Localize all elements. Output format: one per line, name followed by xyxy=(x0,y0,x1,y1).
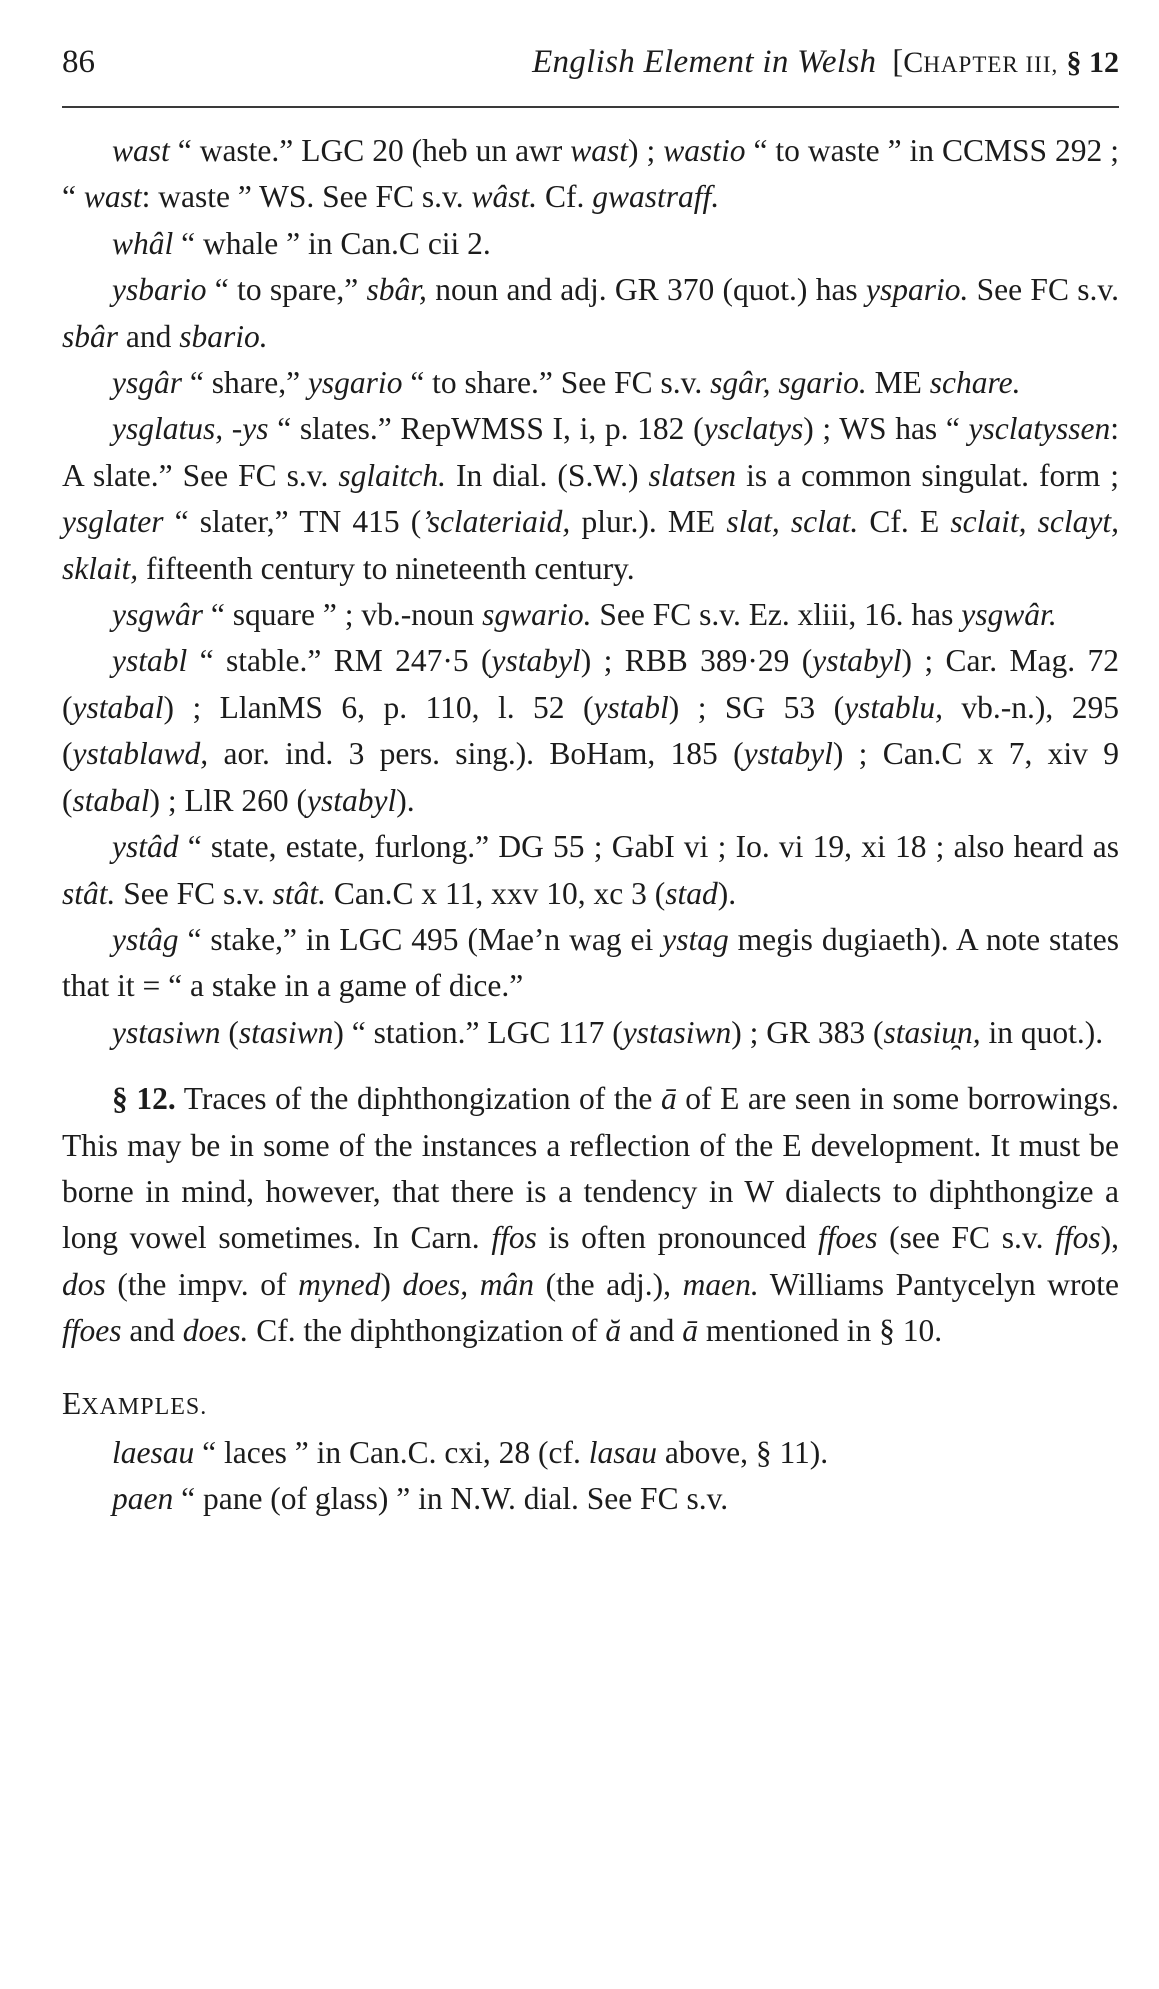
text-run: ). xyxy=(717,875,737,911)
chapter-label: HAPTER III, xyxy=(923,52,1059,77)
entry-ysbario xyxy=(62,267,1119,360)
header-rule xyxy=(62,106,1119,108)
text-run: “ whale ” in Can.C cii 2. xyxy=(173,225,491,261)
text-run: : A slate.” See FC s.v. xyxy=(62,411,1119,493)
italic-term: ystabl xyxy=(112,643,188,679)
italic-term: stât. xyxy=(62,875,116,911)
italic-term: sglaitch. xyxy=(338,457,447,493)
italic-term: stasiu̯n, xyxy=(883,1014,981,1050)
italic-term: schare. xyxy=(929,365,1021,401)
text-run: Cf. xyxy=(537,179,593,215)
italic-term: myned xyxy=(298,1266,381,1302)
entry-whal xyxy=(62,221,1119,267)
text-run: ) ; SG 53 ( xyxy=(668,689,845,725)
text-run: “ state, estate, furlong.” DG 55 ; GabI vi ; Io. vi 19, xi 18 ; also heard as xyxy=(178,829,1119,865)
italic-term: does. xyxy=(182,1313,249,1349)
italic-term: ffos xyxy=(1055,1220,1101,1256)
text-run: ) “ station.” LGC 117 ( xyxy=(333,1014,623,1050)
italic-term: ystablu, xyxy=(844,689,943,725)
text-run: fifteenth century to nineteenth century. xyxy=(138,550,635,586)
examples-heading-cap: E xyxy=(62,1385,82,1421)
italic-term: laesau xyxy=(112,1434,195,1470)
italic-term: ysgario xyxy=(307,365,403,401)
italic-term: ystabal xyxy=(72,689,164,725)
text-run: is often pronounced xyxy=(536,1220,818,1256)
text-run: plur.). ME xyxy=(570,504,727,540)
page-body xyxy=(62,128,1119,1523)
text-run: ) ; LlanMS 6, p. 110, l. 52 ( xyxy=(163,689,594,725)
text-run: ). xyxy=(396,782,415,818)
running-title: English Element in Welsh xyxy=(532,44,877,80)
text-run: ) ; Car. Mag. 72 ( xyxy=(62,643,1119,725)
italic-term: sbâr, xyxy=(366,272,427,308)
text-run: ), xyxy=(1100,1220,1120,1256)
italic-term: ystabyl xyxy=(491,643,581,679)
text-run: “ pane (of glass) ” in N.W. dial. See FC s.v. xyxy=(173,1481,729,1517)
italic-term: sbario. xyxy=(179,318,268,354)
italic-term: wastio xyxy=(663,133,746,168)
text-run: aor. ind. 3 pers. sing.). BoHam, 185 ( xyxy=(208,736,744,772)
italic-term: sclait, sclayt, sklait, xyxy=(62,504,1119,586)
text-run: “ to share.” See FC s.v. xyxy=(402,365,711,401)
italic-term: lasau xyxy=(588,1434,658,1470)
text-run: “ square ” ; vb.-noun xyxy=(203,597,483,633)
italic-term: ă xyxy=(605,1313,622,1349)
italic-term: paen xyxy=(112,1481,174,1517)
text-run: in quot.). xyxy=(980,1014,1104,1050)
text-run: : waste ” WS. See FC s.v. xyxy=(141,179,472,215)
italic-term: ysgwâr xyxy=(112,597,204,633)
text-run: noun and adj. GR 370 (quot.) has xyxy=(426,272,866,308)
examples-heading-rest: XAMPLES. xyxy=(81,1393,208,1420)
section-12-label: § 12. xyxy=(112,1081,176,1117)
italic-term: ystasiwn xyxy=(112,1014,221,1050)
text-run: ) xyxy=(380,1266,403,1302)
italic-term: ’sclateriaid, xyxy=(421,504,571,540)
italic-term: ystasiwn xyxy=(622,1014,732,1050)
italic-term: ā xyxy=(682,1313,699,1349)
entry-ysgwar xyxy=(62,592,1119,638)
text-run: See FC s.v. xyxy=(115,875,273,911)
text-run: See FC s.v. Ez. xliii, 16. has xyxy=(591,597,962,633)
text-run: “ waste.” LGC 20 (heb un awr xyxy=(169,133,571,168)
italic-term: ffoes xyxy=(817,1220,878,1256)
italic-term: maen. xyxy=(682,1266,759,1302)
italic-term: stabal xyxy=(72,782,150,818)
chapter-bracket: [ xyxy=(892,44,904,80)
text-run: is a common singulat. form ; xyxy=(736,457,1119,493)
italic-term: sgâr, sgario. xyxy=(710,365,867,401)
text-run: ME xyxy=(866,365,930,401)
section-mark: § 12 xyxy=(1066,46,1119,79)
chapter-cap: C xyxy=(903,46,924,79)
text-run: ) ; xyxy=(628,133,664,168)
text-run: megis dugiaeth). A note states that it = “ a stake in a game of dice.” xyxy=(62,921,1119,1004)
text-run: Traces of the diphthongization of the xyxy=(175,1081,661,1117)
text-run: (the impv. of xyxy=(105,1266,299,1302)
example-laesau xyxy=(62,1430,1119,1476)
text-run: “ to waste ” in CCMSS 292 ; “ xyxy=(62,133,1119,215)
text-run: above, § 11). xyxy=(657,1434,829,1470)
text-run: Cf. the diphthongization of xyxy=(248,1313,606,1349)
italic-term: ystabyl xyxy=(812,643,902,679)
examples-heading xyxy=(62,1381,1119,1430)
text-run: ) ; WS has “ xyxy=(803,411,969,447)
text-run: Cf. E xyxy=(858,504,951,540)
text-run: ( xyxy=(220,1014,239,1050)
italic-term: ysbario xyxy=(112,272,207,308)
italic-term: ysglater xyxy=(62,504,164,540)
italic-term: ystâd xyxy=(112,829,179,865)
italic-term: whâl xyxy=(112,225,174,261)
italic-term: slat, sclat. xyxy=(726,504,859,540)
italic-term: does, mân xyxy=(402,1266,534,1302)
italic-term: wâst. xyxy=(471,179,538,215)
text-run: “ to spare,” xyxy=(206,272,367,308)
italic-term: wast xyxy=(83,179,142,215)
entry-ysgar xyxy=(62,360,1119,406)
text-run: mentioned in § 10. xyxy=(698,1313,943,1349)
italic-term: ystabyl xyxy=(743,736,833,772)
text-run: Can.C x 11, xxv 10, xc 3 ( xyxy=(326,875,666,911)
italic-term: wast xyxy=(570,133,629,168)
text-run: In dial. (S.W.) xyxy=(446,457,649,493)
italic-term: ysglatus, -ys xyxy=(112,411,269,447)
italic-term: gwastraff. xyxy=(592,179,720,215)
text-run: “ slater,” TN 415 ( xyxy=(163,504,422,540)
italic-term: ysgâr xyxy=(112,365,182,401)
text-run: See FC s.v. xyxy=(968,272,1119,308)
italic-term: stasiwn xyxy=(238,1014,334,1050)
italic-term: ystabyl xyxy=(307,782,397,818)
running-header xyxy=(62,38,1119,88)
text-run: ) ; RBB 389·29 ( xyxy=(580,643,813,679)
text-run: “ stake,” in LGC 495 (Mae’n wag ei xyxy=(178,921,663,957)
text-run: (see FC s.v. xyxy=(877,1220,1056,1256)
italic-term: ystag xyxy=(662,921,729,957)
italic-term: ysclatys xyxy=(703,411,804,447)
text-run: and xyxy=(121,1313,183,1349)
italic-term: ysgwâr. xyxy=(961,597,1057,633)
text-run: ) ; Can.C x 7, xiv 9 ( xyxy=(62,736,1119,818)
section-12-text xyxy=(62,1081,1119,1348)
text-run: “ slates.” RepWMSS I, i, p. 182 ( xyxy=(268,411,704,447)
text-run: “ laces ” in Can.C. cxi, 28 (cf. xyxy=(194,1434,589,1470)
text-run: Williams Pantycelyn wrote xyxy=(758,1266,1119,1302)
entry-ysglatus xyxy=(62,406,1119,592)
entry-ystasiwn xyxy=(62,1010,1119,1056)
italic-term: ystâg xyxy=(112,921,179,957)
text-run: of E are seen in some borrowings. This may be in some of the instances a reflection of the E development. It must be borne in mind, however, that there is a tendency in W dialects to diphthongize a long vowel sometimes. In Carn. xyxy=(62,1081,1119,1256)
text-run: and xyxy=(118,318,180,354)
italic-term: wast xyxy=(112,133,170,168)
running-title-line xyxy=(532,44,1119,81)
example-paen xyxy=(62,1476,1119,1522)
entry-ystad xyxy=(62,824,1119,917)
page-number: 86 xyxy=(62,44,95,80)
text-run: ) ; GR 383 ( xyxy=(731,1014,884,1050)
text-run: and xyxy=(621,1313,683,1349)
italic-term: sbâr xyxy=(62,318,119,354)
italic-term: stât. xyxy=(272,875,327,911)
italic-term: ffoes xyxy=(62,1313,122,1349)
entry-wast xyxy=(62,128,1119,221)
italic-term: ffos xyxy=(491,1220,537,1256)
text-run: “ share,” xyxy=(182,365,308,401)
italic-term: yspario. xyxy=(865,272,969,308)
italic-term: sgwario. xyxy=(482,597,592,633)
entry-ystabl xyxy=(62,638,1119,824)
italic-term: dos xyxy=(62,1266,106,1302)
entry-ystag xyxy=(62,917,1119,1010)
text-run: “ stable.” RM 247·5 ( xyxy=(187,643,492,679)
text-run: (the adj.), xyxy=(534,1266,683,1302)
italic-term: stad xyxy=(665,875,718,911)
italic-term: ysclatyssen xyxy=(968,411,1111,447)
section-12-paragraph xyxy=(62,1076,1119,1354)
italic-term: slatsen xyxy=(648,457,737,493)
italic-term: ystabl xyxy=(593,689,669,725)
italic-term: ā xyxy=(660,1081,677,1117)
italic-term: ystablawd, xyxy=(72,736,209,772)
text-run: ) ; LlR 260 ( xyxy=(149,782,308,818)
text-run: vb.-n.), 295 ( xyxy=(62,689,1119,772)
